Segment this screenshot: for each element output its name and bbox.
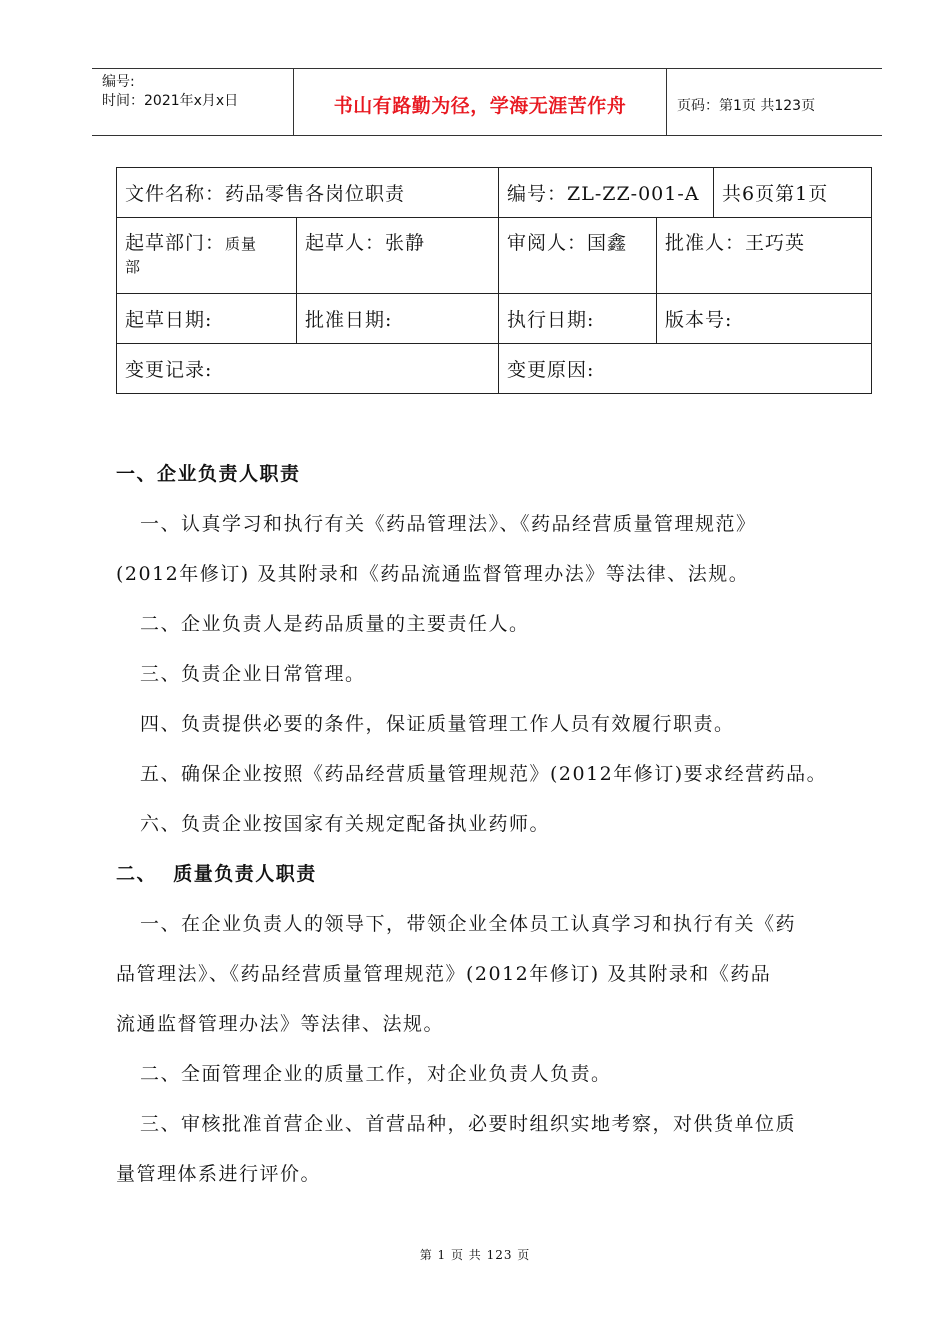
paragraph-line: 二、全面管理企业的质量工作，对企业负责人负责。 [140, 1063, 612, 1085]
draft-date-cell: 起草日期: [117, 294, 297, 344]
paragraph-line: 三、负责企业日常管理。 [140, 663, 366, 685]
document-body [116, 449, 876, 1199]
section-heading: 二、 质量负责人职责 [116, 863, 317, 885]
page-header [92, 68, 882, 136]
paragraph-line: 五、确保企业按照《药品经营质量管理规范》(2012年修订)要求经营药品。 [140, 763, 828, 785]
paragraph-line: 一、在企业负责人的领导下，带领企业全体员工认真学习和执行有关《药 [140, 913, 797, 935]
change-record-cell: 变更记录: [117, 344, 499, 394]
approve-date-cell: 批准日期: [297, 294, 499, 344]
table-row [117, 294, 872, 344]
draft-dept-cell [117, 218, 297, 294]
document-info-table [116, 167, 872, 394]
approver-cell: 批准人：王巧英 [657, 218, 872, 294]
draft-dept-value-cont: 部 [125, 258, 142, 276]
paragraph-line: 四、负责提供必要的条件，保证质量管理工作人员有效履行职责。 [140, 713, 735, 735]
paragraph-line: 一、认真学习和执行有关《药品管理法》、《药品经营质量管理规范》 [140, 513, 757, 535]
page-footer: 第 1 页 共 123 页 [419, 1248, 531, 1262]
header-divider [666, 69, 667, 135]
table-row [117, 344, 872, 394]
header-meta [102, 73, 238, 111]
draft-dept-label: 起草部门： [125, 232, 226, 254]
drafter-cell: 起草人：张静 [297, 218, 499, 294]
table-row [117, 168, 872, 218]
pages-cell: 共6页第1页 [714, 168, 872, 218]
exec-date-cell: 执行日期: [499, 294, 657, 344]
header-time: 时间：2021年x月x日 [102, 93, 239, 109]
header-code-label: 编号: [102, 74, 135, 90]
paragraph-line: 流通监督管理办法》等法律、法规。 [116, 1013, 445, 1035]
paragraph-line: 二、企业负责人是药品质量的主要责任人。 [140, 613, 530, 635]
reviewer-cell: 审阅人：国鑫 [499, 218, 657, 294]
paragraph-line: 量管理体系进行评价。 [116, 1163, 322, 1185]
paragraph-line: 六、负责企业按国家有关规定配备执业药师。 [140, 813, 551, 835]
paragraph-line: 品管理法》、《药品经营质量管理规范》(2012年修订) 及其附录和《药品 [116, 963, 772, 985]
paragraph-line: (2012年修订) 及其附录和《药品流通监督管理办法》等法律、法规。 [116, 563, 750, 585]
header-motto: 书山有路勤为径，学海无涯苦作舟 [333, 95, 627, 117]
draft-dept-value: 质量 [225, 235, 258, 253]
table-row [117, 218, 872, 294]
paragraph-line: 三、审核批准首营企业、首营品种，必要时组织实地考察，对供货单位质 [140, 1113, 797, 1135]
section-heading: 一、企业负责人职责 [116, 463, 301, 485]
header-page-info: 页码：第1页 共123页 [677, 98, 816, 114]
file-name-cell: 文件名称：药品零售各岗位职责 [117, 168, 499, 218]
doc-number-cell: 编号：ZL-ZZ-001-A [499, 168, 714, 218]
change-reason-cell: 变更原因: [499, 344, 872, 394]
version-cell: 版本号: [657, 294, 872, 344]
